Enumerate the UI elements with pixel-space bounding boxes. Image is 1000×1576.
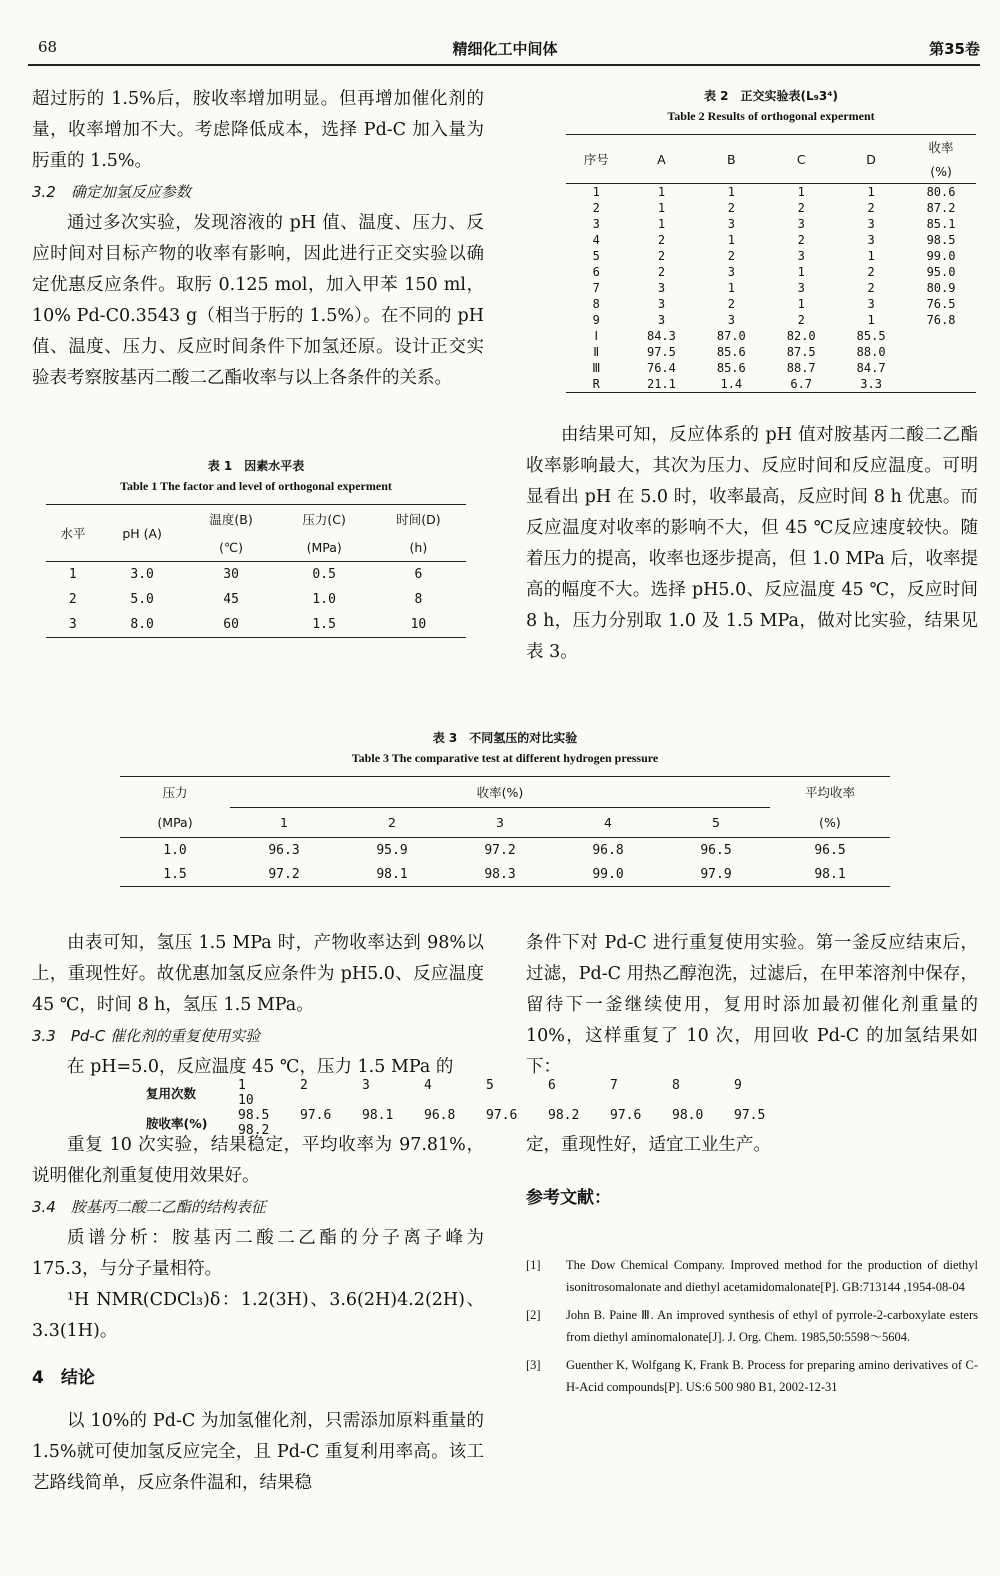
cell: 1 <box>592 185 600 199</box>
cell: 3 <box>592 217 600 231</box>
paragraph: 以 10%的 Pd-C 为加氢催化剂，只需添加原料重量的 1.5%就可使加氢反应完全，且 Pd-C 重复利用率高。该工艺路线简单，反应条件温和，结果稳 <box>32 1411 484 1493</box>
cell: 3 <box>657 297 666 311</box>
caption-en: Table 2 Results of orthogonal experment <box>667 109 875 123</box>
cell: Ⅰ <box>594 329 599 343</box>
reuse-yield-value: 98.0 <box>672 1108 704 1123</box>
cell: 1 <box>867 185 875 199</box>
table-row <box>566 248 976 264</box>
cell: 1.4 <box>720 377 743 391</box>
cell: 1 <box>867 249 875 263</box>
cell: 1 <box>727 281 735 295</box>
table-row <box>566 328 976 344</box>
reuse-yield-value: 98.2 <box>238 1123 270 1138</box>
cell: 6 <box>592 265 600 279</box>
paragraph: 条件下对 Pd-C 进行重复使用实验。第一釜反应结束后，过滤，Pd-C 用热乙醇泡洗，过滤后，在甲苯溶剂中保存，留待下一釜继续使用，复用时添加最初催化剂重量的 10%，这样重复了 10 次，用回收 Pd-C 的加氢结果如下： <box>526 933 978 1077</box>
paragraph: 重复 10 次实验，结果稳定，平均收率为 97.81%，说明催化剂重复使用效果好。 <box>32 1135 484 1186</box>
header-cell: 温度(B) <box>209 512 253 527</box>
cell: 30 <box>223 567 239 582</box>
reference-number: [1] <box>526 1258 541 1272</box>
section-4-heading: 4 结论 <box>32 1368 95 1388</box>
cell: 2 <box>68 592 77 607</box>
reuse-time-value: 4 <box>424 1078 432 1093</box>
table-row <box>120 838 890 863</box>
cell: 99.0 <box>592 866 624 882</box>
table-row <box>566 216 976 232</box>
header-cell: D <box>866 151 876 167</box>
cell: 1.5 <box>312 617 336 632</box>
cell: 1 <box>657 201 666 215</box>
cell: 87.2 <box>926 201 956 215</box>
header-cell: 压力(C) <box>302 512 346 527</box>
cell: 2 <box>727 297 735 311</box>
header-cell: 3 <box>496 814 504 830</box>
cell: 1 <box>797 265 805 279</box>
cell: 21.1 <box>646 377 676 391</box>
table-row <box>566 280 976 296</box>
cell: 1 <box>797 185 805 199</box>
cell: 99.0 <box>926 249 956 263</box>
cell: 1 <box>727 233 735 247</box>
page-header <box>30 38 980 60</box>
right-column-bottom-b <box>526 1130 978 1214</box>
table-row <box>46 562 466 588</box>
journal-title: 精细化工中间体 <box>452 40 558 58</box>
caption-cn: 表 1 因素水平表 <box>207 459 305 473</box>
reference-number: [3] <box>526 1358 541 1372</box>
header-rule <box>28 64 980 66</box>
paragraph: 定，重现性好，适宜工业生产。 <box>526 1135 771 1155</box>
cell: 8 <box>592 297 600 311</box>
cell: 84.7 <box>856 361 886 375</box>
cell: 3 <box>727 313 735 327</box>
cell: 96.8 <box>592 842 624 858</box>
cell: 1 <box>68 567 77 582</box>
cell: 85.6 <box>716 345 746 359</box>
volume-label: 第35卷 <box>929 40 980 58</box>
header-cell: 1 <box>280 814 288 830</box>
cell: 1.0 <box>312 592 336 607</box>
reuse-label-yield: 胺收率(%) <box>146 1116 208 1131</box>
cell: 76.4 <box>646 361 676 375</box>
reuse-yield-value: 97.6 <box>300 1108 332 1123</box>
header-cell: C <box>796 151 806 167</box>
reuse-time-value: 8 <box>672 1078 680 1093</box>
cell: 2 <box>657 249 666 263</box>
cell: 2 <box>657 233 666 247</box>
cell: 2 <box>592 201 600 215</box>
cell: 7 <box>592 281 600 295</box>
cell: 76.8 <box>926 313 956 327</box>
table-1-grid <box>46 504 466 638</box>
cell: 76.5 <box>926 297 956 311</box>
caption-cn: 表 3 不同氢压的对比实验 <box>432 731 578 745</box>
references-heading: 参考文献： <box>526 1188 611 1208</box>
cell: 97.5 <box>646 345 676 359</box>
table-2-caption <box>566 86 976 126</box>
cell: 1 <box>867 313 875 327</box>
header-cell: 平均收率 <box>804 785 855 800</box>
header-cell: (%) <box>930 163 952 179</box>
table-1-caption <box>46 456 466 496</box>
reuse-time-value: 2 <box>300 1078 308 1093</box>
unit-cell: (h) <box>409 539 428 555</box>
reuse-time-value: 9 <box>734 1078 742 1093</box>
cell: 10 <box>410 617 427 632</box>
cell: 2 <box>727 249 735 263</box>
reuse-time-value: 6 <box>548 1078 556 1093</box>
paragraph: 超过肟的 1.5%后，胺收率增加明显。但再增加催化剂的量，收率增加不大。考虑降低成本，选择 Pd-C 加入量为肟重的 1.5%。 <box>32 89 484 171</box>
cell: 5.0 <box>130 592 154 607</box>
cell: 80.9 <box>926 281 956 295</box>
cell: Ⅲ <box>592 361 601 375</box>
cell: 3.0 <box>130 567 154 582</box>
header-cell: 2 <box>388 814 396 830</box>
reuse-time-value: 10 <box>238 1093 254 1108</box>
cell: 97.9 <box>700 866 732 882</box>
paragraph: 质谱分析：胺基丙二酸二乙酯的分子离子峰为 175.3，与分子量相符。 <box>32 1228 484 1279</box>
cell: 3 <box>867 217 875 231</box>
cell: 5 <box>592 249 600 263</box>
caption-en: Table 1 The factor and level of orthogonal experment <box>120 479 392 493</box>
cell: 3 <box>657 281 666 295</box>
paragraph: ¹H NMR(CDCl₃)δ：1.2(3H)、3.6(2H)4.2(2H)、3.3(1H)。 <box>32 1290 484 1341</box>
paragraph: 由结果可知，反应体系的 pH 值对胺基丙二酸二乙酯收率影响最大，其次为压力、反应时间和反应温度。可明显看出 pH 在 5.0 时，收率最高，反应时间 8 h 优惠。而反应温度对收率的影响不大，但 45 ℃反应速度较快。随着压力的提高，收率也逐步提高，但 1.0 MPa 后，收率提高的幅度不大。选择 pH5.0、反应温度 45 ℃，反应时间 8 h，压力分别取 1.0 及 1.5 MPa，做对比实验，结果见表 3。 <box>526 425 978 662</box>
left-column-bottom-b <box>32 1130 484 1499</box>
table-row <box>566 200 976 216</box>
cell: 1 <box>657 217 666 231</box>
cell: 87.5 <box>786 345 816 359</box>
paragraph: 通过多次实验，发现溶液的 pH 值、温度、压力、反应时间对目标产物的收率有影响，因此进行正交实验以确定优惠反应条件。取肟 0.125 mol，加入甲苯 150 ml，10% Pd-C0.3543 g（相当于肟的 1.5%）。在不同的 pH 值、温度、压力、反应时间条件下加氢还原。设计正交实验表考察胺基丙二酸二乙酯收率与以上各条件的关系。 <box>32 213 484 388</box>
cell: 3 <box>68 617 77 632</box>
cell: 45 <box>223 592 239 607</box>
cell: 9 <box>592 313 600 327</box>
table-row <box>566 264 976 280</box>
reuse-time-value: 7 <box>610 1078 618 1093</box>
header-cell: 序号 <box>583 152 609 167</box>
cell: 88.0 <box>856 345 886 359</box>
cell <box>906 360 976 376</box>
table-row <box>46 612 466 638</box>
unit-cell: (%) <box>819 814 841 830</box>
cell: 84.3 <box>646 329 676 343</box>
unit-cell: (MPa) <box>157 814 193 830</box>
reference-item <box>526 1254 978 1298</box>
table-row <box>566 344 976 360</box>
cell: 1 <box>657 185 666 199</box>
cell: 0.5 <box>312 567 336 582</box>
table-row <box>566 376 976 393</box>
left-column-bottom-a <box>32 928 484 1083</box>
header-cell: 收率 <box>928 140 954 155</box>
section-3-3-heading: 3.3 Pd-C 催化剂的重复使用实验 <box>32 1027 261 1045</box>
table-row <box>46 587 466 612</box>
cell: 6 <box>414 567 423 582</box>
header-cell: pH (A) <box>122 525 162 541</box>
cell: 3 <box>867 297 875 311</box>
cell: 1 <box>797 297 805 311</box>
cell: 2 <box>657 265 666 279</box>
table-row <box>566 312 976 328</box>
cell: 87.0 <box>716 329 746 343</box>
table-2-body <box>566 184 976 393</box>
unit-cell: (MPa) <box>306 539 342 555</box>
unit-cell: (℃) <box>219 539 243 555</box>
table-3 <box>120 728 890 887</box>
reuse-yield-value: 97.6 <box>486 1108 518 1123</box>
table-3-caption <box>120 728 890 768</box>
reuse-label-times: 复用次数 <box>146 1086 197 1101</box>
cell: Ⅱ <box>593 345 600 359</box>
reuse-time-value: 3 <box>362 1078 370 1093</box>
reuse-yield-value: 97.5 <box>734 1108 766 1123</box>
table-3-grid <box>120 776 890 887</box>
caption-en: Table 3 The comparative test at different hydrogen pressure <box>351 751 659 765</box>
header-cell: 压力 <box>162 785 188 800</box>
cell: 60 <box>223 617 239 632</box>
cell <box>906 328 976 344</box>
cell <box>906 344 976 360</box>
table-row <box>566 232 976 248</box>
cell: 3.3 <box>860 377 882 391</box>
reuse-yield-value: 98.1 <box>362 1108 394 1123</box>
cell: 2 <box>797 313 805 327</box>
cell: 1.0 <box>163 842 187 858</box>
references-list <box>526 1254 978 1404</box>
table-1 <box>46 456 466 638</box>
cell: 2 <box>867 281 875 295</box>
reference-text: John B. Paine Ⅲ. An improved synthesis of ethyl of pyrrole-2-carboxylate esters from diethyl aminomalonate[J]. J. Org. Chem. 1985,50:5598～5604. <box>566 1308 978 1344</box>
cell: 80.6 <box>926 185 956 199</box>
cell: 96.5 <box>700 842 732 858</box>
cell: 2 <box>867 265 875 279</box>
cell: 97.2 <box>484 842 516 858</box>
reference-item <box>526 1354 978 1398</box>
cell: 1.5 <box>163 866 187 882</box>
header-cell: A <box>657 151 666 167</box>
cell: 85.1 <box>926 217 956 231</box>
reference-text: The Dow Chemical Company. Improved method for the production of diethyl isonitrosomalonate and diethyl acetamidomalonate[P]. GB:713144 ,1954-08-04 <box>566 1258 978 1294</box>
section-3-2-heading: 3.2 确定加氢反应参数 <box>32 183 191 201</box>
reuse-yield-value: 97.6 <box>610 1108 642 1123</box>
reference-number: [2] <box>526 1308 541 1322</box>
reuse-yield-value: 96.8 <box>424 1108 456 1123</box>
cell: 3 <box>797 249 805 263</box>
cell: 1 <box>727 185 735 199</box>
cell: 8.0 <box>130 617 154 632</box>
cell <box>906 376 976 393</box>
cell: 97.2 <box>268 866 300 882</box>
caption-cn: 表 2 正交实验表(L₉3⁴) <box>703 89 838 103</box>
cell: 6.7 <box>790 377 813 391</box>
table-row <box>566 296 976 312</box>
cell: 98.3 <box>484 866 516 882</box>
table-row <box>120 862 890 887</box>
right-column-bottom <box>526 928 978 1083</box>
cell: 85.5 <box>856 329 886 343</box>
header-cell: 5 <box>712 814 720 830</box>
cell: 82.0 <box>786 329 816 343</box>
cell: 98.5 <box>926 233 956 247</box>
cell: 3 <box>867 233 875 247</box>
table-row <box>566 360 976 376</box>
reference-item <box>526 1304 978 1348</box>
cell: 98.1 <box>376 866 408 882</box>
reference-text: Guenther K, Wolfgang K, Frank B. Process for preparing amino derivatives of C-H-Acid compounds[P]. US:6 500 980 B1, 2002-12-31 <box>566 1358 978 1394</box>
cell: 96.3 <box>268 842 300 858</box>
cell: 85.6 <box>716 361 746 375</box>
header-cell: 收率(%) <box>230 777 770 808</box>
reuse-yield-value: 98.2 <box>548 1108 580 1123</box>
page-number: 68 <box>38 38 58 56</box>
header-cell: B <box>727 151 736 167</box>
cell: 96.5 <box>814 842 846 858</box>
cell: 3 <box>727 265 735 279</box>
cell: 2 <box>727 201 735 215</box>
reuse-table <box>146 1078 846 1138</box>
cell: 95.9 <box>376 842 408 858</box>
cell: R <box>592 377 600 391</box>
cell: 4 <box>592 233 600 247</box>
cell: 98.1 <box>814 866 846 882</box>
cell: 2 <box>797 201 805 215</box>
reuse-time-value: 5 <box>486 1078 494 1093</box>
table-row <box>566 184 976 201</box>
cell: 3 <box>797 217 805 231</box>
header-cell: 时间(D) <box>396 512 441 527</box>
left-column-top <box>32 84 484 394</box>
paragraph: 在 pH=5.0，反应温度 45 ℃，压力 1.5 MPa 的 <box>67 1057 454 1077</box>
section-3-4-heading: 3.4 胺基丙二酸二乙酯的结构表征 <box>32 1198 266 1216</box>
cell: 88.7 <box>786 361 816 375</box>
cell: 95.0 <box>926 265 956 279</box>
reuse-time-value: 1 <box>238 1078 246 1093</box>
cell: 8 <box>414 592 423 607</box>
cell: 2 <box>867 201 875 215</box>
table-2-grid <box>566 134 976 393</box>
reuse-yield-value: 98.5 <box>238 1108 270 1123</box>
table-2 <box>566 86 976 393</box>
header-cell: 4 <box>604 814 612 830</box>
cell: 3 <box>657 313 666 327</box>
cell: 2 <box>797 233 805 247</box>
cell: 3 <box>727 217 735 231</box>
cell: 3 <box>797 281 805 295</box>
right-column-top <box>526 420 978 668</box>
paragraph: 由表可知，氢压 1.5 MPa 时，产物收率达到 98%以上，重现性好。故优惠加氢反应条件为 pH5.0、反应温度 45 ℃，时间 8 h，氢压 1.5 MPa。 <box>32 933 484 1015</box>
header-cell: 水平 <box>60 526 86 541</box>
